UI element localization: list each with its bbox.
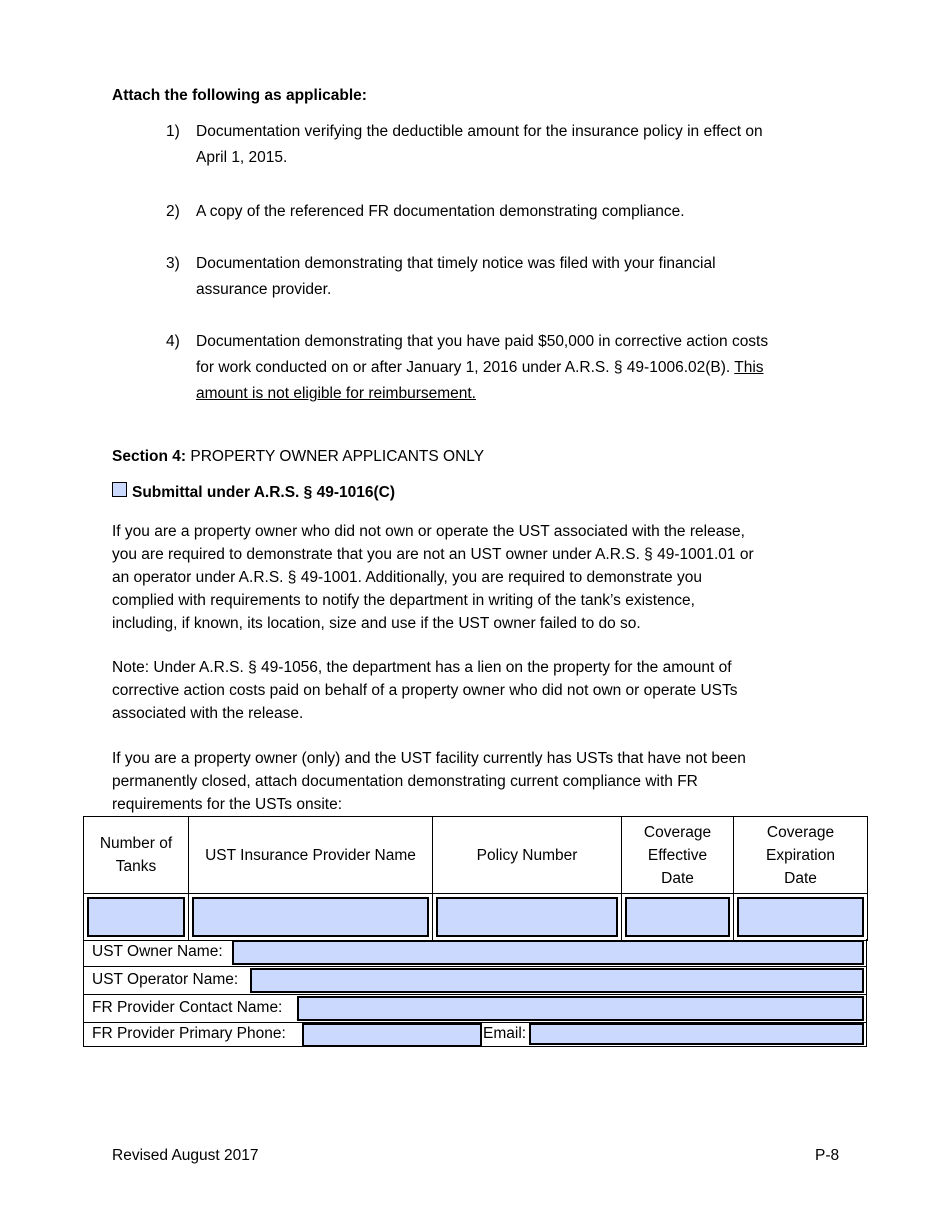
revised-date: Revised August 2017 [112, 1147, 259, 1164]
owner-row [83, 939, 867, 967]
contact-label: FR Provider Contact Name: [92, 999, 283, 1016]
email-label: Email: [483, 1025, 527, 1042]
phone-input[interactable] [302, 1023, 482, 1047]
phone-email-row [83, 1023, 867, 1047]
policy-number-input[interactable] [436, 897, 618, 937]
lien-note-paragraph: Note: Under A.R.S. § 49-1056, the department has a lien on the property for the amount of corrective action costs paid on behalf of a property owner who did not own or operate USTs associated with the release. [112, 659, 738, 722]
property-owner-paragraph: If you are a property owner who did not own or operate the UST associated with the release, you are required to demonstrate that you are not an UST owner under A.R.S. § 49-1001.01 or an operator under A.R.S. § 49-1001. Additionally, you are required to demonstrate you complied with requirements to notify the department in writing of the tank’s existence, including, if known, its location, size and use if the UST owner failed to do so. [112, 523, 754, 632]
header-provider-name: UST Insurance Provider Name [189, 817, 433, 894]
contact-row [83, 995, 867, 1023]
compliance-paragraph: If you are a property owner (only) and the UST facility currently has USTs that have not been permanently closed, attach documentation demonstrating current compliance with FR requirements for the USTs onsite: [112, 750, 746, 813]
operator-label: UST Operator Name: [92, 971, 239, 988]
provider-name-input[interactable] [192, 897, 429, 937]
phone-label: FR Provider Primary Phone: [92, 1025, 286, 1042]
header-effective-date: Coverage Effective Date [622, 817, 734, 894]
submittal-checkbox-label: Submittal under A.R.S. § 49-1016(C) [132, 484, 395, 501]
ust-insurance-table [83, 816, 868, 941]
owner-name-input[interactable] [232, 940, 864, 965]
expiration-date-input[interactable] [737, 897, 864, 937]
submittal-checkbox[interactable] [112, 482, 127, 497]
number-of-tanks-input[interactable] [87, 897, 185, 937]
email-input[interactable] [529, 1023, 864, 1045]
effective-date-input[interactable] [625, 897, 730, 937]
contact-name-input[interactable] [297, 996, 864, 1021]
not-eligible-note: This [734, 359, 764, 376]
header-number-of-tanks: Number of Tanks [84, 817, 189, 894]
page-number: P-8 [815, 1147, 840, 1164]
section-4-heading: Section 4: PROPERTY OWNER APPLICANTS ONLY [112, 448, 485, 465]
attach-heading: Attach the following as applicable: [112, 87, 367, 104]
not-eligible-note: amount is not eligible for reimbursement. [196, 385, 476, 402]
operator-name-input[interactable] [250, 968, 864, 993]
owner-label: UST Owner Name: [92, 943, 223, 960]
operator-row [83, 967, 867, 995]
header-policy-number: Policy Number [433, 817, 622, 894]
header-expiration-date: Coverage Expiration Date [734, 817, 868, 894]
